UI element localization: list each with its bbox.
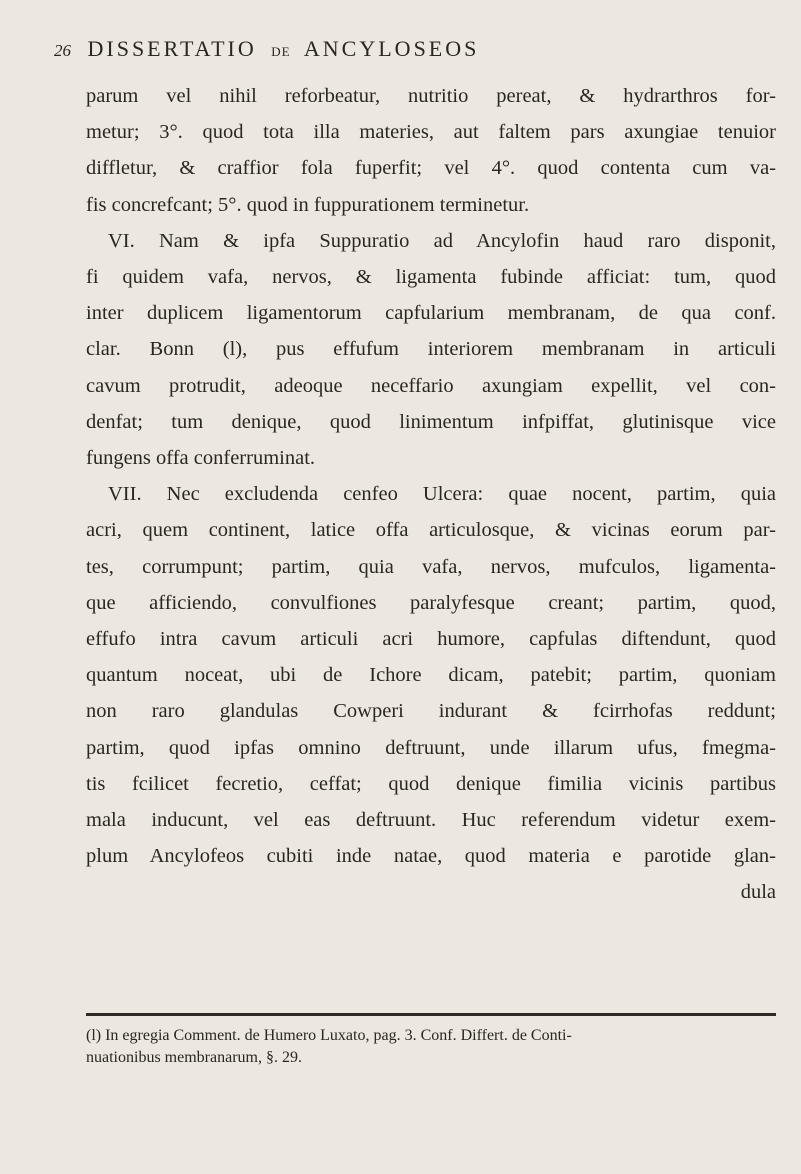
text-line: tes, corrumpunt; partim, quia vafa, nervos, mufculos, ligamenta- <box>86 555 776 578</box>
text-line: mala inducunt, vel eas deftruunt. Huc referendum videtur exem- <box>86 809 776 832</box>
header-title-b: ANCYLOSEOS <box>303 36 480 61</box>
running-header <box>54 36 754 70</box>
catchword: dula <box>740 881 776 904</box>
footnote-line: (l) In egregia Comment. de Humero Luxato, pag. 3. Conf. Differt. de Conti- <box>86 1027 572 1044</box>
text-line: fungens offa conferruminat. <box>86 447 316 470</box>
footnote-line: nuationibus membranarum, §. 29. <box>86 1049 302 1066</box>
text-line: quantum noceat, ubi de Ichore dicam, patebit; partim, quoniam <box>86 664 776 687</box>
text-line: metur; 3°. quod tota illa materies, aut faltem pars axungiae tenuior <box>86 121 776 144</box>
text-line: que afficiendo, convulfiones paralyfesque creant; partim, quod, <box>86 591 776 614</box>
text-line: acri, quem continent, latice offa articulosque, & vicinas eorum par- <box>86 519 776 542</box>
text-line: parum vel nihil reforbeatur, nutritio pereat, & hydrarthros for- <box>86 85 776 107</box>
paragraph-vii-start: VII. Nec excludenda cenfeo Ulcera: quae nocent, partim, quia <box>108 483 776 506</box>
body-text <box>86 78 776 911</box>
text-line: fis concrefcant; 5°. quod in fuppurationem terminetur. <box>86 193 530 216</box>
footnotes <box>86 1025 776 1069</box>
text-line: clar. Bonn (l), pus effufum interiorem membranam in articuli <box>86 338 776 361</box>
text-line: inter duplicem ligamentorum capfularium membranam, de qua conf. <box>86 302 776 325</box>
text-line: effufo intra cavum articuli acri humore, capfulas diftendunt, quod <box>86 628 776 651</box>
header-title-de: DE <box>271 44 291 59</box>
footnote-divider <box>86 1013 776 1016</box>
text-line: cavum protrudit, adeoque neceffario axungiam expellit, vel con- <box>86 374 776 397</box>
text-line: denfat; tum denique, quod linimentum infpiffat, glutinisque vice <box>86 410 776 433</box>
text-line: non raro glandulas Cowperi indurant & fcirrhofas reddunt; <box>86 700 776 723</box>
text-line: fi quidem vafa, nervos, & ligamenta fubinde afficiat: tum, quod <box>86 266 776 289</box>
text-line: plum Ancylofeos cubiti inde natae, quod materia e parotide glan- <box>86 845 776 868</box>
paragraph-vi-start: VI. Nam & ipfa Suppuratio ad Ancylofin haud raro disponit, <box>108 229 776 252</box>
header-title-a: DISSERTATIO <box>87 36 257 61</box>
text-line: partim, quod ipfas omnino deftruunt, unde illarum ufus, fmegma- <box>86 736 776 759</box>
text-line: diffletur, & craffior fola fuperfit; vel 4°. quod contenta cum va- <box>86 157 776 180</box>
text-line: tis fcilicet fecretio, ceffat; quod denique fimilia vicinis partibus <box>86 772 776 795</box>
page-number: 26 <box>54 41 71 60</box>
